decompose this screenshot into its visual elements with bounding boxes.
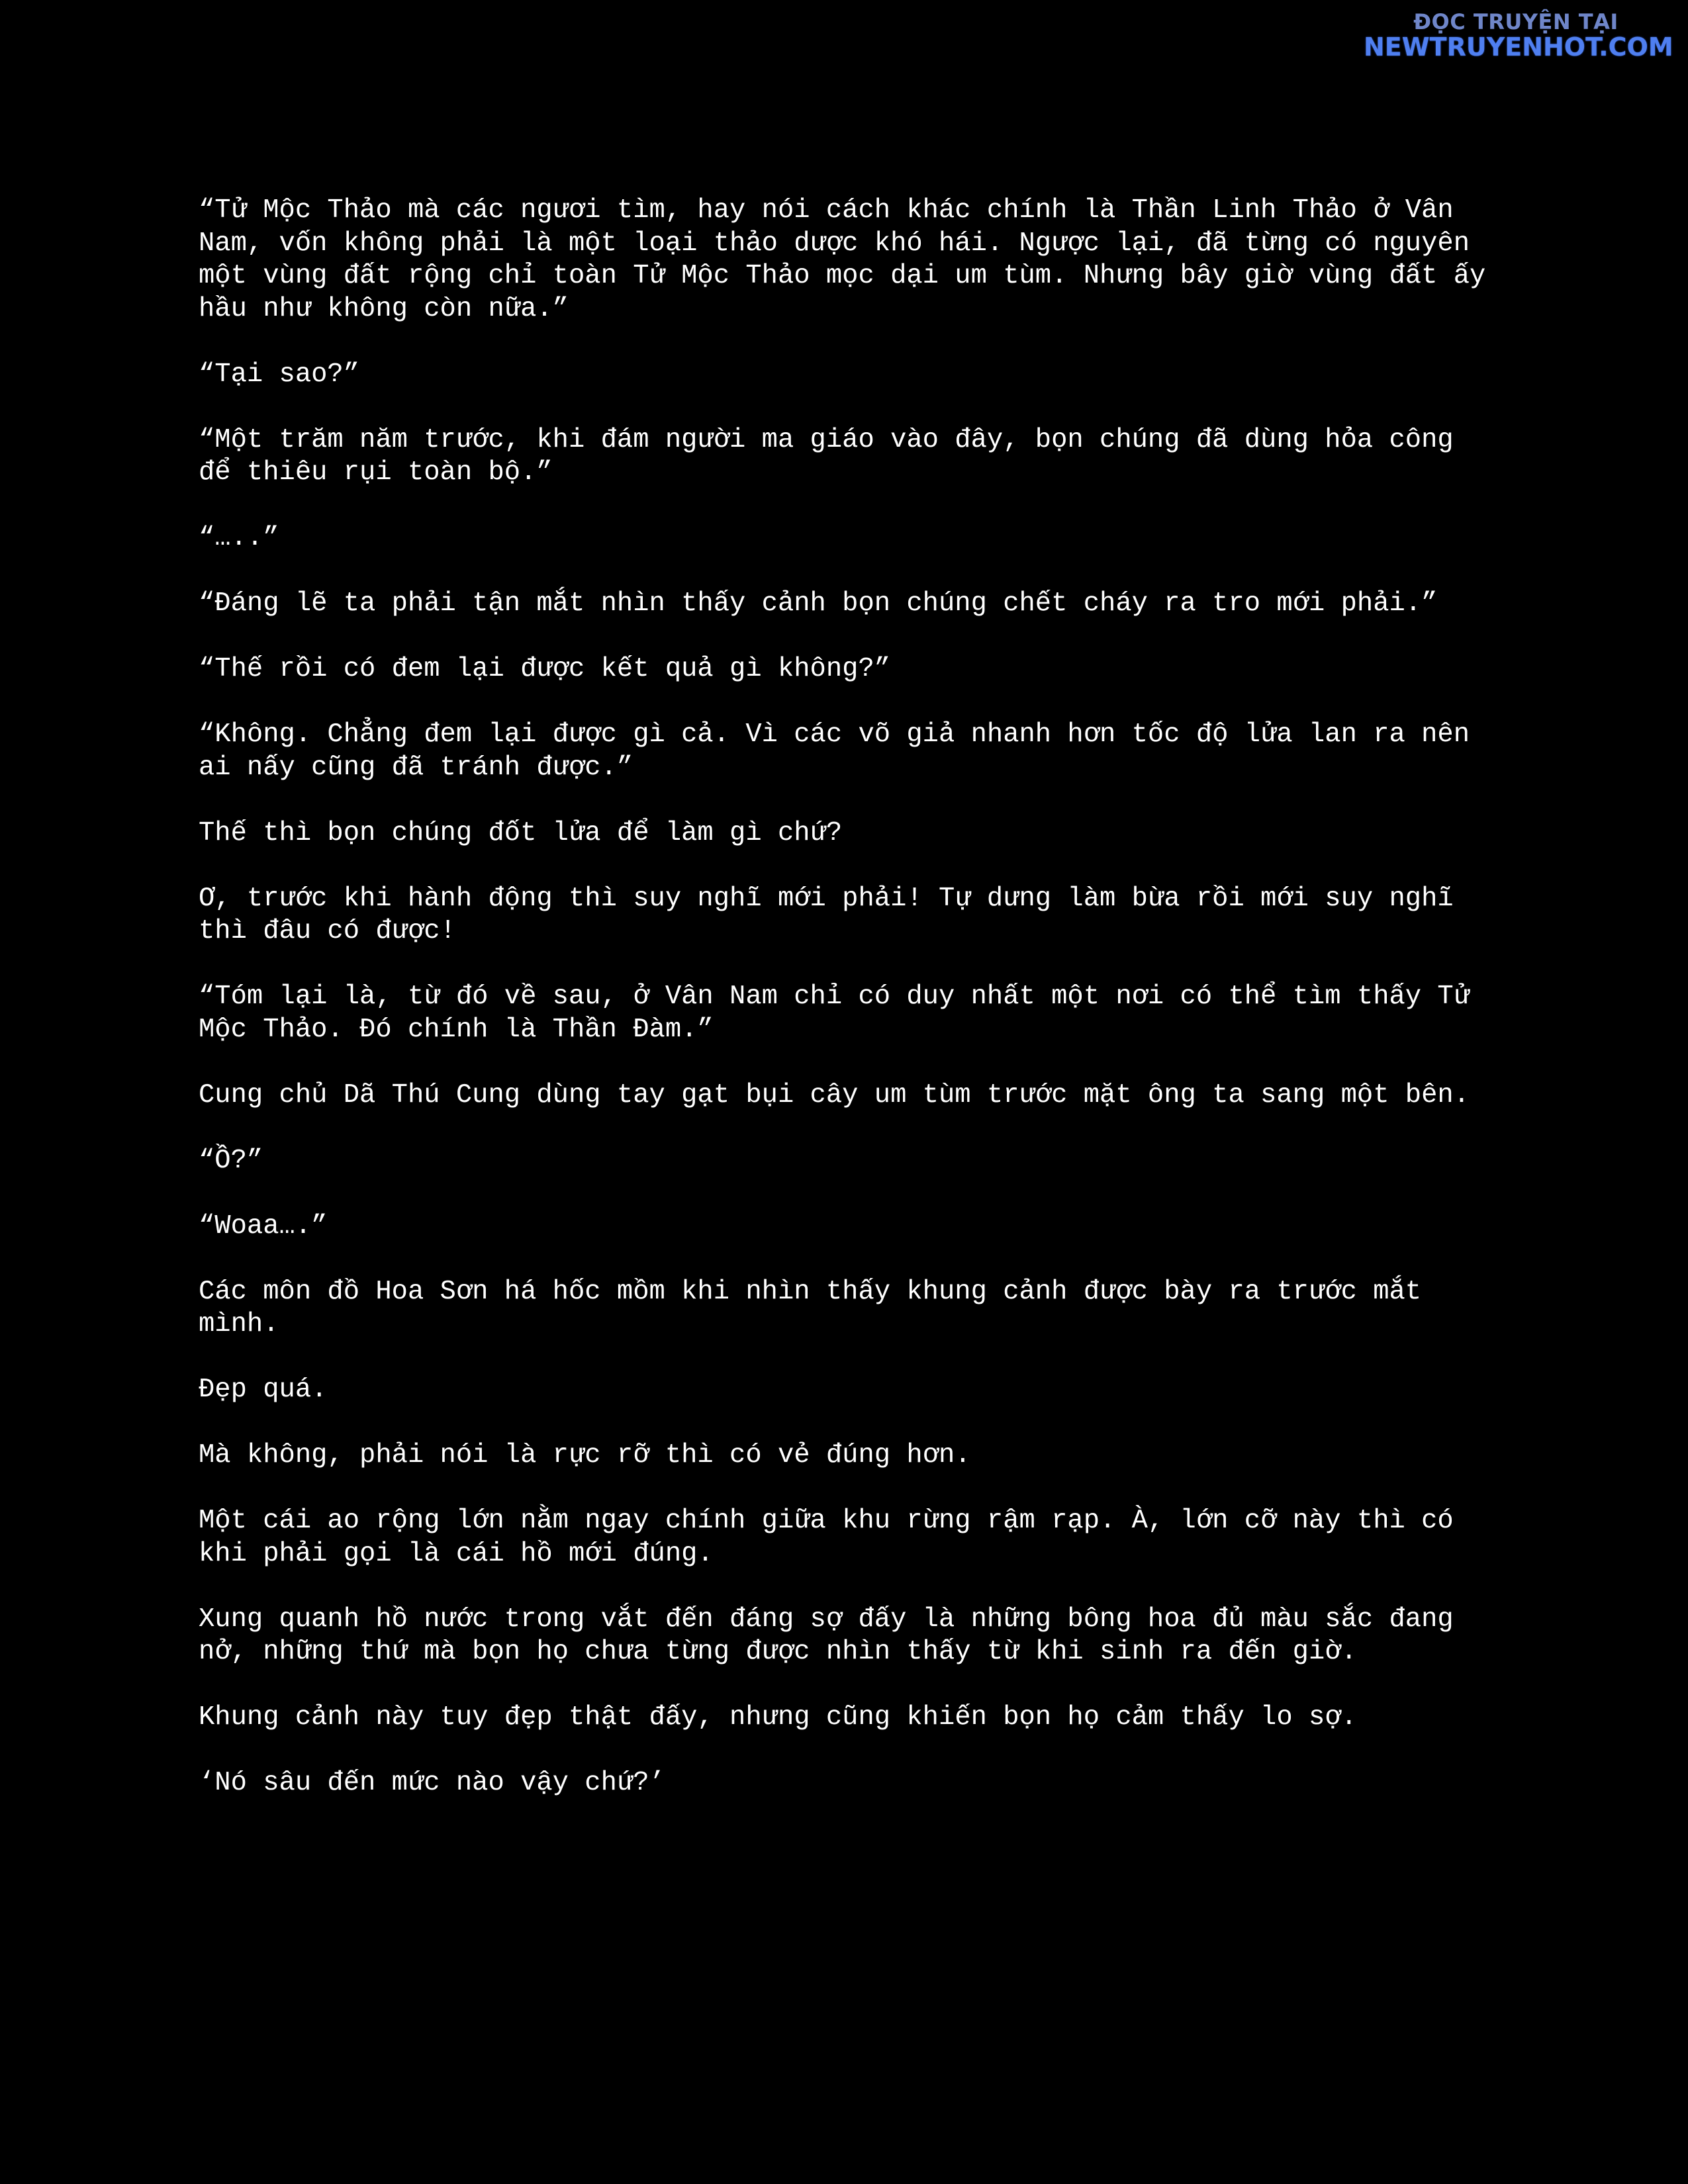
paragraph-9: Ơ, trước khi hành động thì suy nghĩ mới phải! Tự dưng làm bừa rồi mới suy nghĩ thì đâu có được! <box>199 883 1454 946</box>
watermark-line-2: NEWTRUYENHOT.COM <box>1364 32 1673 62</box>
paragraph-16: Mà không, phải nói là rực rỡ thì có vẻ đúng hơn. <box>199 1440 971 1471</box>
paragraph-12: “Ồ?” <box>199 1145 263 1176</box>
paragraph-19: Khung cảnh này tuy đẹp thật đấy, nhưng cũng khiến bọn họ cảm thấy lo sợ. <box>199 1702 1357 1733</box>
paragraph-10: “Tóm lại là, từ đó về sau, ở Vân Nam chỉ có duy nhất một nơi có thể tìm thấy Tử Mộc Thảo. Đó chính là Thần Đàm.” <box>199 981 1470 1045</box>
paragraph-8: Thế thì bọn chúng đốt lửa để làm gì chứ? <box>199 817 843 848</box>
paragraph-3: “Một trăm năm trước, khi đám người ma giáo vào đây, bọn chúng đã dùng hỏa công để thiêu rụi toàn bộ.” <box>199 424 1454 488</box>
site-watermark <box>1364 9 1673 62</box>
paragraph-7: “Không. Chẳng đem lại được gì cả. Vì các võ giả nhanh hơn tốc độ lửa lan ra nên ai nấy cũng đã tránh được.” <box>199 719 1470 783</box>
paragraph-5: “Đáng lẽ ta phải tận mắt nhìn thấy cảnh bọn chúng chết cháy ra tro mới phải.” <box>199 588 1438 619</box>
paragraph-11: Cung chủ Dã Thú Cung dùng tay gạt bụi cây um tùm trước mặt ông ta sang một bên. <box>199 1079 1470 1111</box>
paragraph-2: “Tại sao?” <box>199 359 360 390</box>
paragraph-17: Một cái ao rộng lớn nằm ngay chính giữa khu rừng rậm rạp. À, lớn cỡ này thì có khi phải gọi là cái hồ mới đúng. <box>199 1506 1454 1569</box>
story-text <box>199 195 1496 1833</box>
paragraph-13: “Woaa….” <box>199 1210 328 1242</box>
paragraph-18: Xung quanh hồ nước trong vắt đến đáng sợ đấy là những bông hoa đủ màu sắc đang nở, những thứ mà bọn họ chưa từng được nhìn thấy từ khi sinh ra đến giờ. <box>199 1604 1454 1667</box>
paragraph-14: Các môn đồ Hoa Sơn há hốc mồm khi nhìn thấy khung cảnh được bày ra trước mắt mình. <box>199 1276 1422 1340</box>
paragraph-15: Đẹp quá. <box>199 1375 328 1405</box>
paragraph-6: “Thế rồi có đem lại được kết quả gì không?” <box>199 654 891 684</box>
paragraph-4: “…..” <box>199 523 279 553</box>
watermark-line-1: ĐỌC TRUYỆN TẠI <box>1413 9 1618 34</box>
paragraph-1: “Tử Mộc Thảo mà các ngươi tìm, hay nói cách khác chính là Thần Linh Thảo ở Vân Nam, vốn không phải là một loại thảo dược khó hái. Ngược lại, đã từng có nguyên một vùng đất rộng chỉ toàn Tử Mộc Thảo mọc dại um tùm. Nhưng bây giờ vùng đất ấy hầu như không còn nữa.” <box>199 195 1486 324</box>
paragraph-20: ‘Nó sâu đến mức nào vậy chứ?’ <box>199 1768 665 1798</box>
